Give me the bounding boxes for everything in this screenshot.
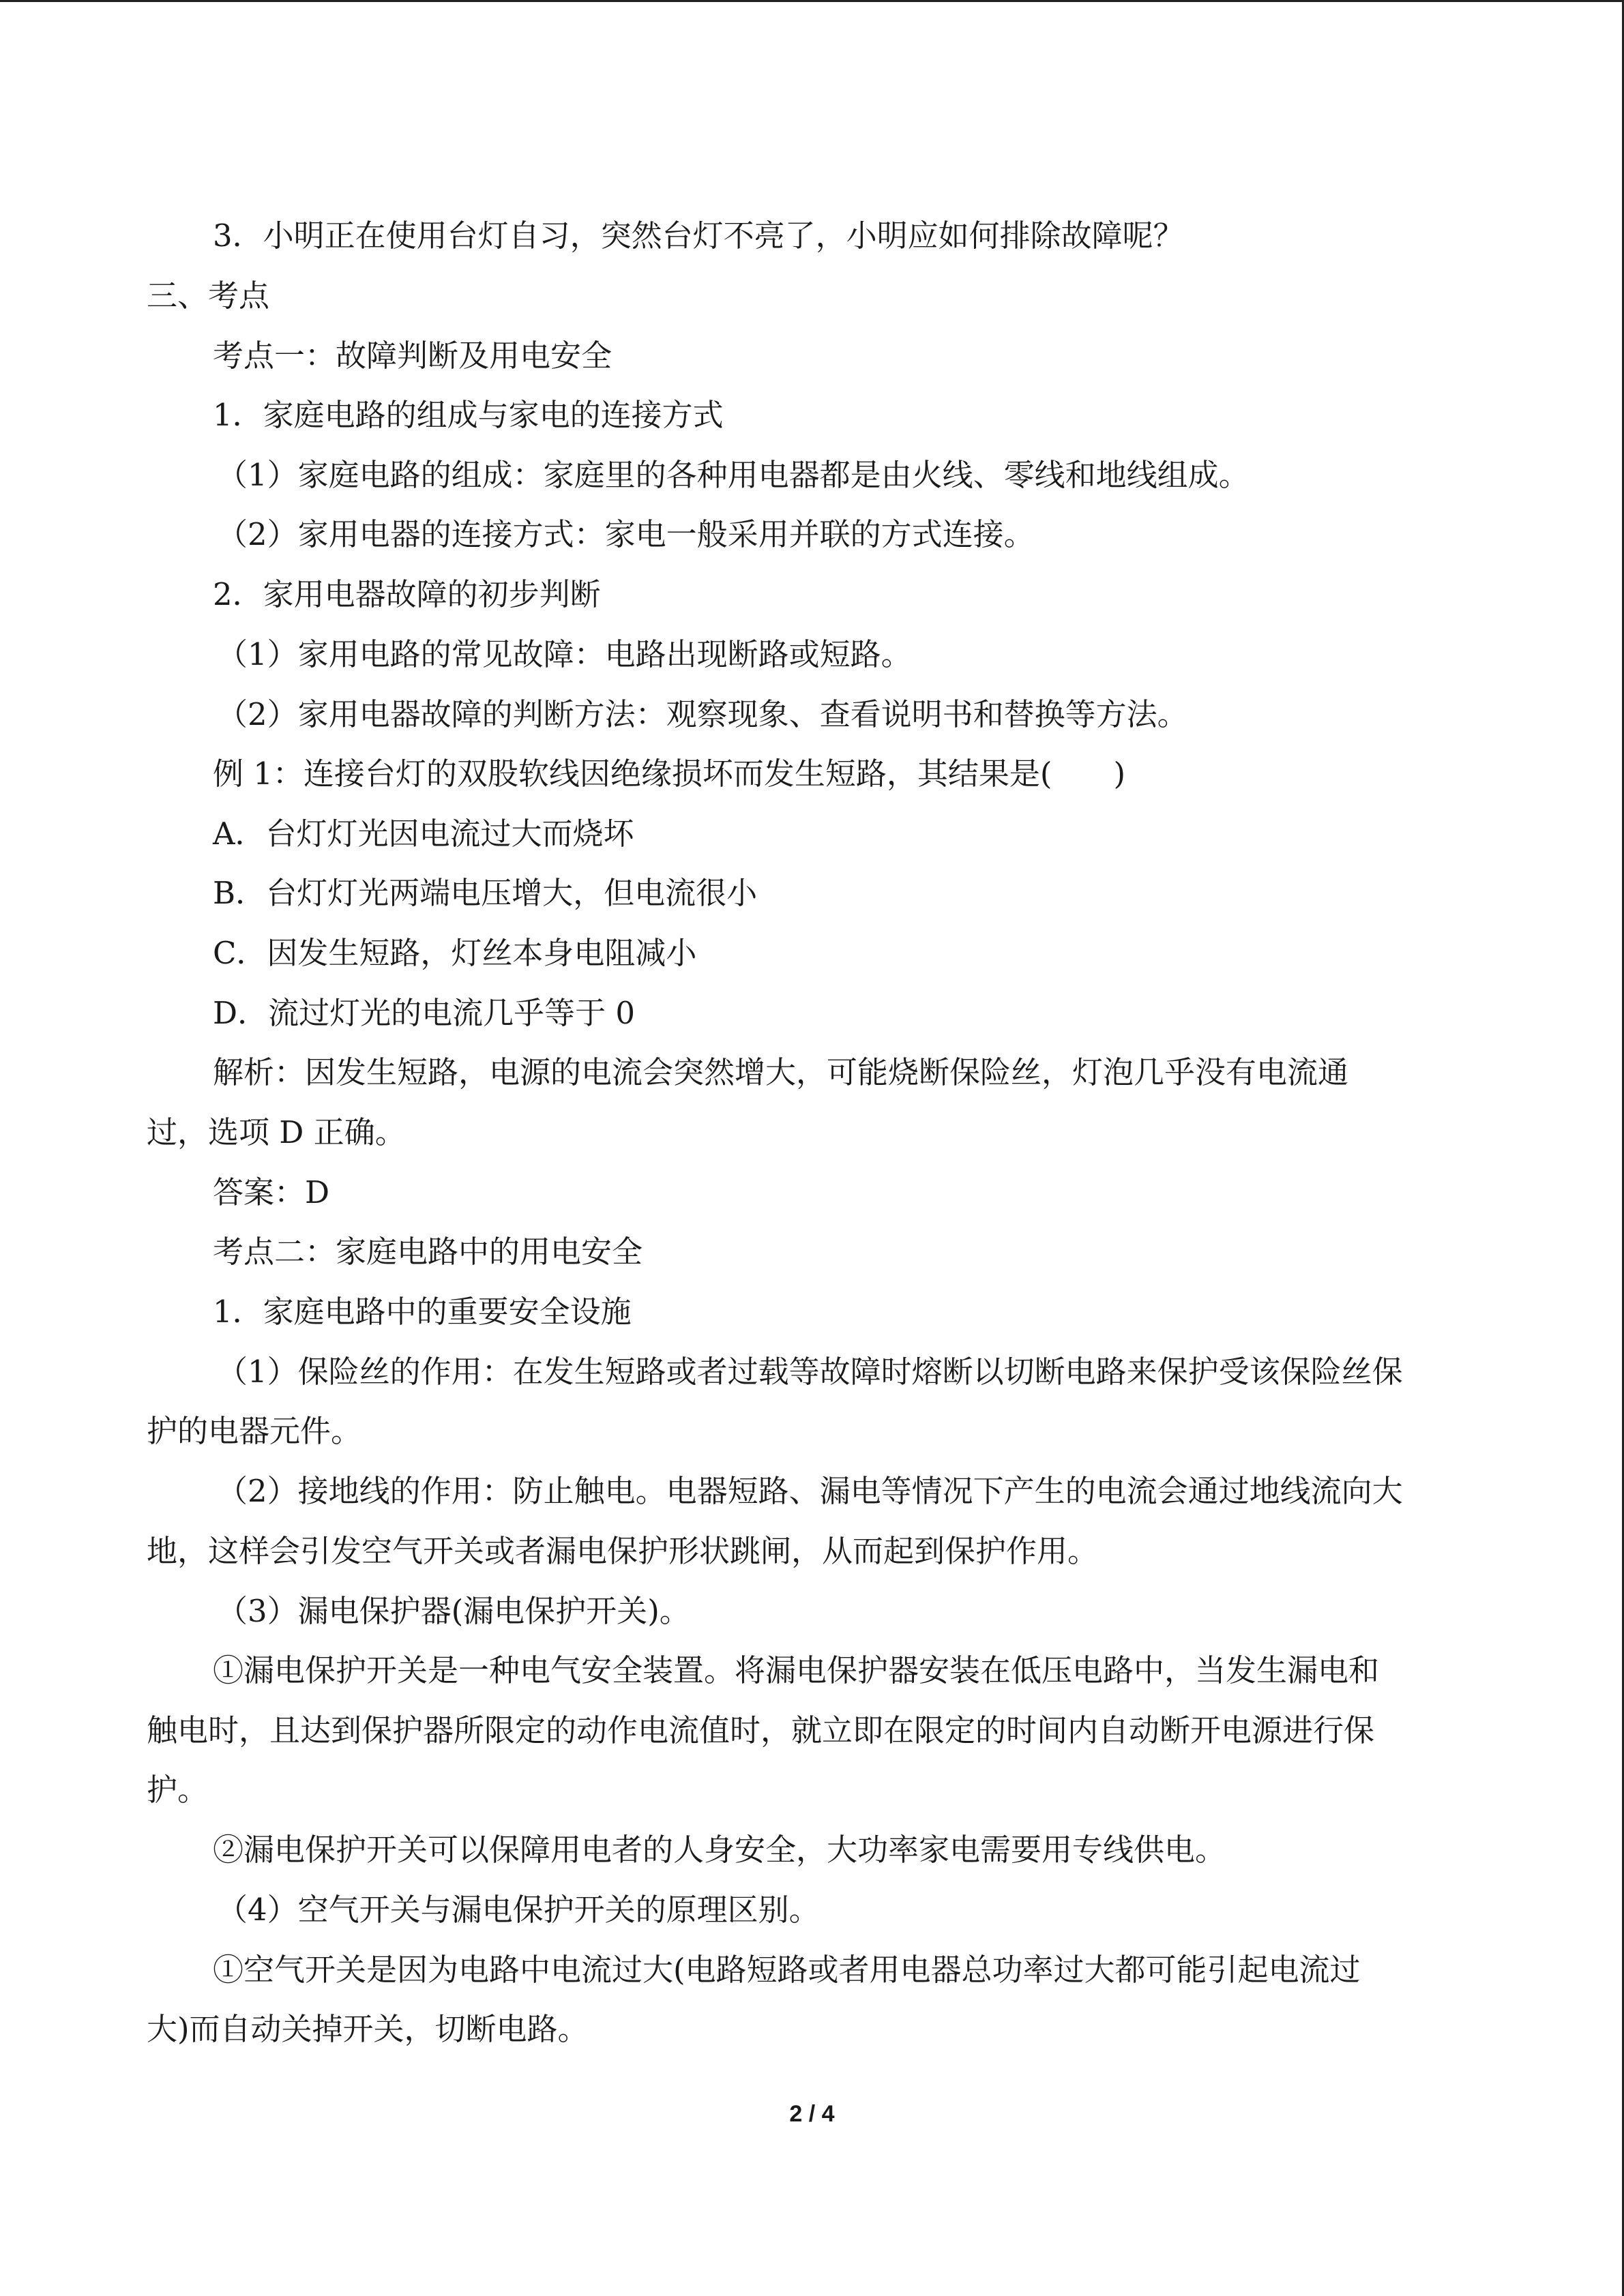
paragraph: ②漏电保护开关可以保障用电者的人身安全，大功率家电需要用专线供电。 [213, 1832, 1226, 1868]
page-border-top [0, 0, 1624, 2]
topic-2-heading: 考点二：家庭电路中的用电安全 [213, 1234, 643, 1270]
question-3: 3．小明正在使用台灯自习，突然台灯不亮了，小明应如何排除故障呢？ [213, 218, 1184, 254]
paragraph: （1）保险丝的作用：在发生短路或者过载等故障时熔断以切断电路来保护受该保险丝保 [217, 1354, 1403, 1390]
option-b: B．台灯灯光两端电压增大，但电流很小 [213, 875, 758, 911]
page-number: 2 / 4 [789, 2101, 835, 2127]
paragraph-continued: 护的电器元件。 [147, 1413, 362, 1449]
answer: 答案：D [213, 1174, 330, 1210]
paragraph: （1）家庭电路的组成：家庭里的各种用电器都是由火线、零线和地线组成。 [217, 457, 1250, 493]
paragraph-continued: 护。 [147, 1772, 209, 1808]
paragraph: （2）家用电器的连接方式：家电一般采用并联的方式连接。 [217, 516, 1035, 552]
topic-1-heading: 考点一：故障判断及用电安全 [213, 338, 612, 374]
paragraph: （3）漏电保护器(漏电保护开关)。 [217, 1593, 690, 1629]
paragraph-continued: 地，这样会引发空气开关或者漏电保护形状跳闸，从而起到保护作用。 [147, 1533, 1099, 1569]
subheading: 1．家庭电路的组成与家电的连接方式 [213, 397, 724, 433]
paragraph: （2）家用电器故障的判断方法：观察现象、查看说明书和替换等方法。 [217, 696, 1188, 732]
option-a: A．台灯灯光因电流过大而烧坏 [213, 816, 634, 852]
subheading: 2．家用电器故障的初步判断 [213, 576, 601, 612]
paragraph-continued: 大)而自动关掉开关，切断电路。 [147, 2011, 589, 2047]
paragraph: （4）空气开关与漏电保护开关的原理区别。 [217, 1892, 820, 1928]
analysis-line-2: 过，选项 D 正确。 [147, 1114, 406, 1150]
option-d: D．流过灯光的电流几乎等于 0 [213, 995, 636, 1031]
paragraph: （2）接地线的作用：防止触电。电器短路、漏电等情况下产生的电流会通过地线流向大 [217, 1473, 1403, 1509]
paragraph-continued: 触电时，且达到保护器所限定的动作电流值时，就立即在限定的时间内自动断开电源进行保 [147, 1712, 1375, 1748]
paragraph: ①空气开关是因为电路中电流过大(电路短路或者用电器总功率过大都可能引起电流过 [213, 1952, 1361, 1988]
paragraph: （1）家用电路的常见故障：电路出现断路或短路。 [217, 636, 912, 672]
example-question: 例 1：连接台灯的双股软线因绝缘损坏而发生短路，其结果是( ) [213, 756, 1126, 792]
analysis-line-1: 解析：因发生短路，电源的电流会突然增大，可能烧断保险丝，灯泡几乎没有电流通 [213, 1054, 1349, 1090]
option-c: C．因发生短路，灯丝本身电阻减小 [213, 935, 697, 971]
section-heading: 三、考点 [147, 278, 270, 314]
subheading: 1．家庭电路中的重要安全设施 [213, 1294, 632, 1330]
paragraph: ①漏电保护开关是一种电气安全装置。将漏电保护器安装在低压电路中，当发生漏电和 [213, 1652, 1380, 1688]
